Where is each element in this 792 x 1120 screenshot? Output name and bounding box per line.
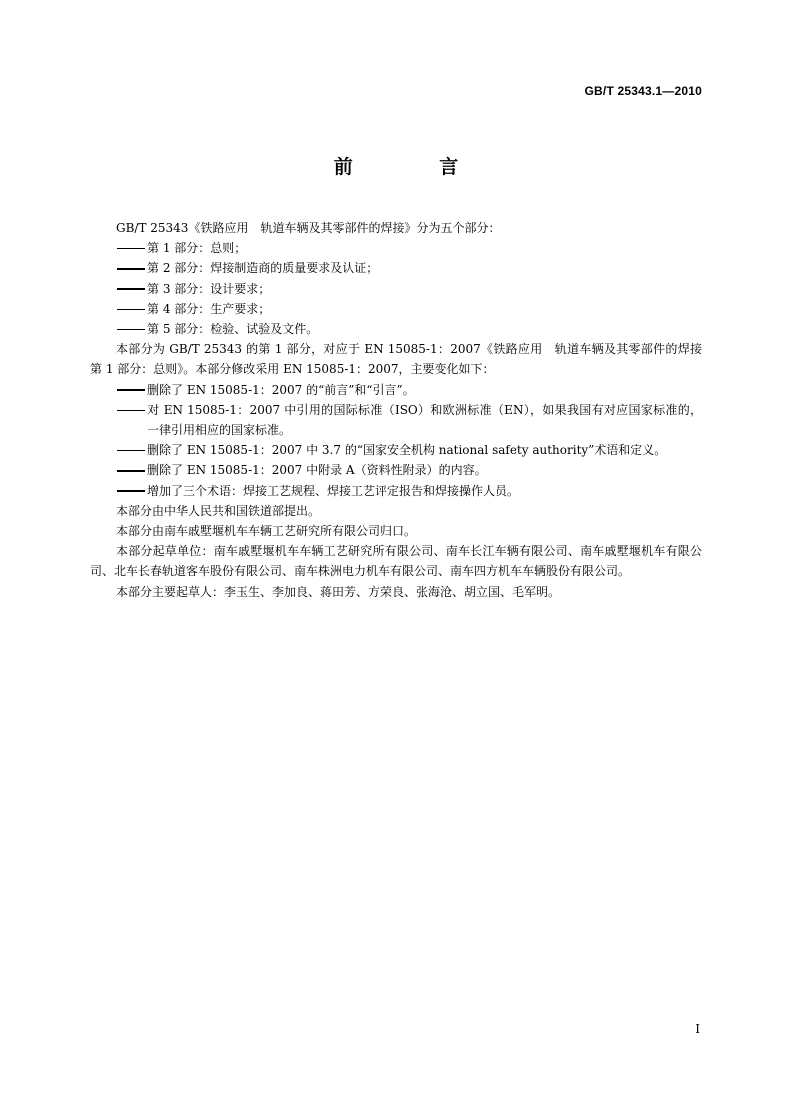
managed-by-paragraph: 本部分由南车戚墅堰机车车辆工艺研究所有限公司归口。 [116, 524, 417, 539]
change-list-item [90, 460, 702, 480]
drafters-paragraph: 本部分主要起草人：李玉生、李加良、蒋田芳、方荣良、张海沧、胡立国、毛军明。 [116, 584, 561, 599]
change-text: 删除了 EN 15085-1：2007 的“前言”和“引言”。 [147, 382, 415, 397]
change-text: 删除了 EN 15085-1：2007 中 3.7 的“国家安全机构 national safety authority”术语和定义。 [147, 443, 667, 458]
correspondence-paragraph: 本部分为 GB/T 25343 的第 1 部分，对应于 EN 15085-1：2007《铁路应用 轨道车辆及其零部件的焊接 第 1 部分：总则》。本部分修改采用 EN 15085-1：2007，主要变化如下： [90, 342, 715, 377]
part-list-item [90, 299, 702, 319]
part-text: 第 5 部分：检验、试验及文件。 [147, 322, 319, 337]
drafting-units-paragraph: 本部分起草单位：南车戚墅堰机车车辆工艺研究所有限公司、南车长江车辆有限公司、南车戚墅堰机车有限公司、北车长春轨道客车股份有限公司、南车株洲电力机车有限公司、南车四方机车车辆股份有限公司。 [90, 544, 702, 579]
em-dash-mark [117, 309, 145, 310]
change-list-item [90, 481, 702, 501]
em-dash-mark [117, 470, 145, 471]
change-text: 对 EN 15085-1：2007 中引用的国际标准（ISO）和欧洲标准（EN），如果我国有对应国家标准的，一律引用相应的国家标准。 [147, 402, 702, 438]
change-list-item [90, 380, 702, 400]
em-dash-mark [117, 288, 145, 289]
change-list-item [90, 400, 702, 440]
part-text: 第 3 部分：设计要求； [147, 281, 271, 296]
part-text: 第 4 部分：生产要求； [147, 301, 271, 316]
document-code: GB/T 25343.1—2010 [584, 84, 702, 98]
change-list-item [90, 440, 702, 460]
em-dash-mark [117, 248, 145, 249]
change-text: 增加了三个术语：焊接工艺规程、焊接工艺评定报告和焊接操作人员。 [147, 483, 520, 498]
change-text: 删除了 EN 15085-1：2007 中附录 A（资料性附录）的内容。 [147, 463, 487, 478]
em-dash-mark [117, 450, 145, 451]
intro-paragraph: GB/T 25343《铁路应用 轨道车辆及其零部件的焊接》分为五个部分： [116, 221, 501, 235]
page-title: 前 言 [333, 156, 499, 178]
page-number: I [695, 1022, 700, 1036]
em-dash-mark [117, 490, 145, 491]
part-list-item [90, 258, 702, 278]
em-dash-mark [117, 389, 145, 390]
document-body [90, 218, 715, 602]
em-dash-mark [117, 329, 145, 330]
em-dash-mark [117, 268, 145, 269]
part-list-item [90, 238, 702, 258]
part-list-item [90, 319, 702, 339]
part-text: 第 1 部分：总则； [147, 241, 247, 256]
em-dash-mark [117, 410, 145, 411]
proposed-by-paragraph: 本部分由中华人民共和国铁道部提出。 [116, 503, 321, 518]
part-text: 第 2 部分：焊接制造商的质量要求及认证； [147, 261, 379, 276]
part-list-item [90, 279, 702, 299]
